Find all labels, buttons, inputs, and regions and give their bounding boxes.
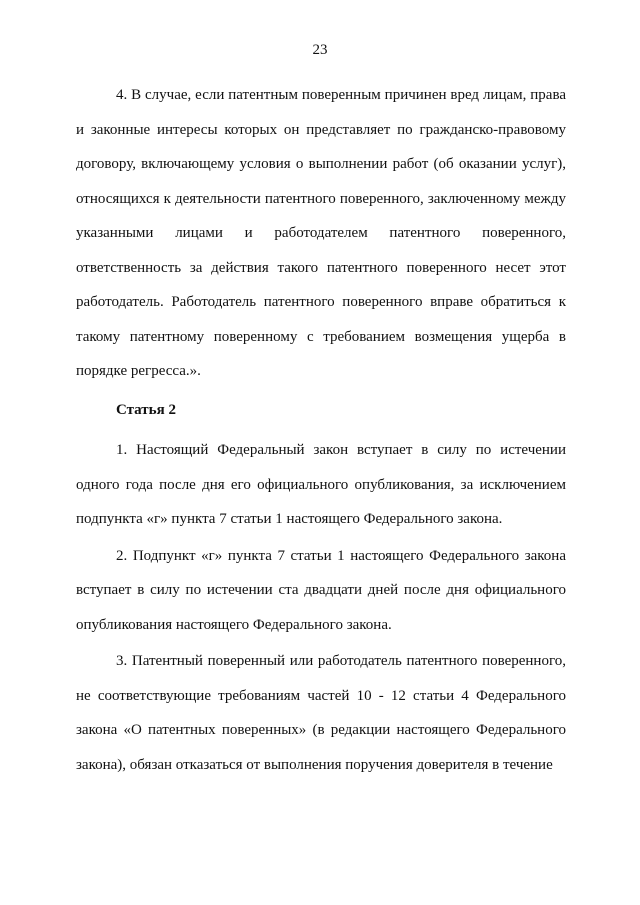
article-2-paragraph-1: 1. Настоящий Федеральный закон вступает в силу по истечении одного года после дня его официального опубликования, за исключением подпункта «г» пункта 7 статьи 1 настоящего Федерального закона. (76, 442, 566, 527)
document-body (76, 78, 566, 782)
article-heading: Статья 2 (116, 401, 176, 418)
page-number: 23 (312, 42, 328, 58)
article-2-paragraph-2: 2. Подпункт «г» пункта 7 статьи 1 настоящего Федерального закона вступает в силу по истечении ста двадцати дней после дня официального опубликования настоящего Федерального закона. (76, 547, 566, 633)
article-2-paragraph-3: 3. Патентный поверенный или работодатель патентного поверенного, не соответствующие требованиям частей 10 - 12 статьи 4 Федерального закона «О патентных поверенных» (в редакции настоящего Федерального закона), обязан отказаться от выполнения поручения доверителя в течение (76, 653, 566, 773)
paragraph-4-liability: 4. В случае, если патентным поверенным причинен вред лицам, права и законные интересы которых он представляет по гражданско-правовому договору, включающему условия о выполнении работ (об оказании услуг), относящихся к деятельности патентного поверенного, заключенному между указанными лицами и работодателем патентного поверенного, ответственность за действия такого патентного поверенного несет этот работодатель. Работодатель патентного поверенного вправе обратиться к такому патентному поверенному с требованием возмещения ущерба в порядке регресса.». (76, 87, 566, 379)
